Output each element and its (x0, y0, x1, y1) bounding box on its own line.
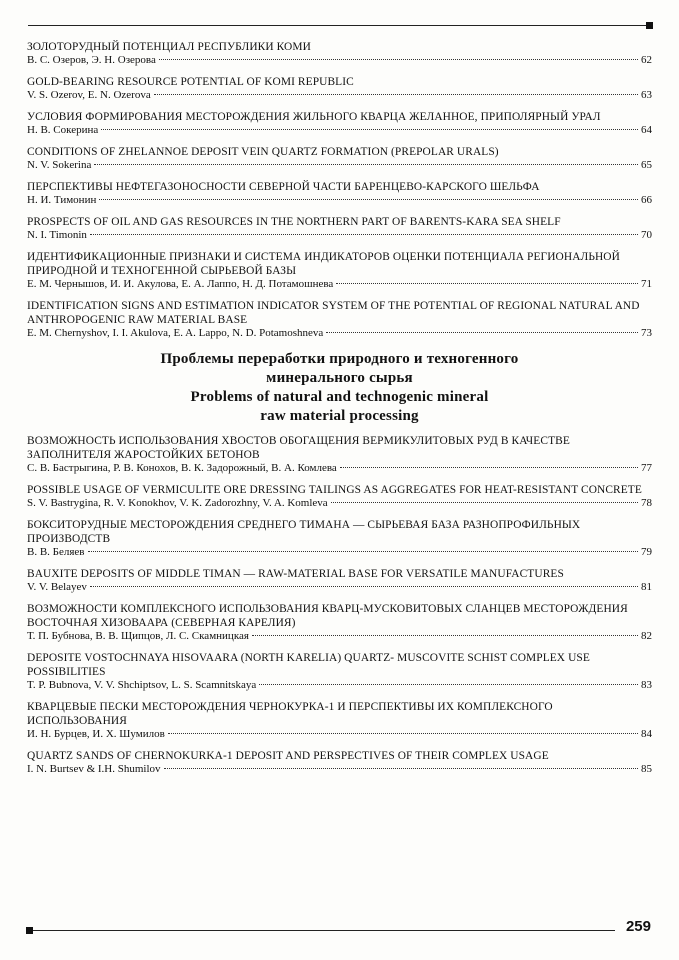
entry-title: CONDITIONS OF ZHELANNOE DEPOSIT VEIN QUARTZ FORMATION (PREPOLAR URALS) (27, 146, 499, 158)
section-heading (27, 350, 652, 426)
dot-leader (99, 199, 638, 200)
toc-entry (27, 651, 652, 692)
toc-entry (27, 749, 652, 776)
entry-authors: I. N. Burtsev & I.H. Shumilov (27, 763, 161, 775)
entry-author-line (27, 54, 652, 67)
entry-author-line (27, 679, 652, 692)
entry-title: ЗОЛОТОРУДНЫЙ ПОТЕНЦИАЛ РЕСПУБЛИКИ КОМИ (27, 41, 311, 53)
toc-entry (27, 250, 652, 291)
toc-entry (27, 215, 652, 242)
entry-page-number: 62 (641, 54, 652, 66)
entry-page-number: 81 (641, 581, 652, 593)
toc-entry (27, 700, 652, 741)
dot-leader (252, 635, 638, 636)
toc-entry (27, 434, 652, 475)
entry-author-line (27, 630, 652, 643)
entry-title: PROSPECTS OF OIL AND GAS RESOURCES IN THE NORTHERN PART OF BARENTS-KARA SEA SHELF (27, 216, 561, 228)
dot-leader (331, 502, 638, 503)
entry-authors: S. V. Bastrygina, R. V. Konokhov, V. K. Zadorozhny, V. A. Komleva (27, 497, 328, 509)
entry-title: DEPOSITE VOSTOCHNAYA HISOVAARA (NORTH KARELIA) QUARTZ- MUSCOVITE SCHIST COMPLEX USE POSSIBILITIES (27, 652, 590, 678)
dot-leader (340, 467, 638, 468)
entry-title: ИДЕНТИФИКАЦИОННЫЕ ПРИЗНАКИ И СИСТЕМА ИНДИКАТОРОВ ОЦЕНКИ ПОТЕНЦИАЛА РЕГИОНАЛЬНОЙ ПРИРОДНОЙ И ТЕХНОГЕННОЙ СЫРЬЕВОЙ БАЗЫ (27, 251, 620, 277)
toc-section-1 (27, 40, 652, 340)
entry-authors: В. В. Беляев (27, 546, 85, 558)
toc-section-2 (27, 434, 652, 776)
toc-entry (27, 483, 652, 510)
bottom-rule (28, 930, 615, 931)
entry-authors: Н. В. Сокерина (27, 124, 99, 136)
entry-page-number: 77 (641, 462, 652, 474)
entry-page-number: 84 (641, 728, 652, 740)
dot-leader (326, 332, 638, 333)
entry-title: IDENTIFICATION SIGNS AND ESTIMATION INDICATOR SYSTEM OF THE POTENTIAL OF REGIONAL NATURAL AND ANTHROPOGENIC RAW MATERIAL BASE (27, 300, 640, 326)
dot-leader (164, 768, 638, 769)
entry-author-line (27, 89, 652, 102)
dot-leader (90, 586, 638, 587)
toc-entry (27, 145, 652, 172)
dot-leader (159, 59, 638, 60)
dot-leader (336, 283, 638, 284)
entry-authors: Е. М. Чернышов, И. И. Акулова, Е. А. Лаппо, Н. Д. Потамошнева (27, 278, 334, 290)
entry-page-number: 71 (641, 278, 652, 290)
entry-authors: Т. П. Бубнова, В. В. Щипцов, Л. С. Скамницкая (27, 630, 249, 642)
entry-title: УСЛОВИЯ ФОРМИРОВАНИЯ МЕСТОРОЖДЕНИЯ ЖИЛЬНОГО КВАРЦА ЖЕЛАННОЕ, ПРИПОЛЯРНЫЙ УРАЛ (27, 111, 601, 123)
entry-authors: Н. И. Тимонин (27, 194, 97, 206)
toc-entry (27, 299, 652, 340)
section-heading-ru-line-1: Проблемы переработки природного и техногенного (160, 351, 519, 367)
entry-title: ВОЗМОЖНОСТЬ ИСПОЛЬЗОВАНИЯ ХВОСТОВ ОБОГАЩЕНИЯ ВЕРМИКУЛИТОВЫХ РУД В КАЧЕСТВЕ ЗАПОЛНИТЕЛЯ ЖАРОСТОЙКИХ БЕТОНОВ (27, 435, 570, 461)
entry-author-line (27, 194, 652, 207)
toc-entry (27, 518, 652, 559)
toc-entry (27, 75, 652, 102)
table-of-contents (27, 40, 652, 784)
entry-title: BAUXITE DEPOSITS OF MIDDLE TIMAN — RAW-MATERIAL BASE FOR VERSATILE MANUFACTURES (27, 568, 564, 580)
entry-authors: В. С. Озеров, Э. Н. Озерова (27, 54, 156, 66)
dot-leader (168, 733, 638, 734)
entry-page-number: 65 (641, 159, 652, 171)
entry-page-number: 70 (641, 229, 652, 241)
entry-page-number: 85 (641, 763, 652, 775)
entry-title: QUARTZ SANDS OF CHERNOKURKA-1 DEPOSIT AND PERSPECTIVES OF THEIR COMPLEX USAGE (27, 750, 549, 762)
toc-entry (27, 110, 652, 137)
entry-authors: V. S. Ozerov, E. N. Ozerova (27, 89, 151, 101)
entry-authors: V. V. Belayev (27, 581, 87, 593)
entry-author-line (27, 763, 652, 776)
entry-title: GOLD-BEARING RESOURCE POTENTIAL OF KOMI REPUBLIC (27, 76, 354, 88)
dot-leader (154, 94, 638, 95)
dot-leader (88, 551, 639, 552)
dot-leader (101, 129, 638, 130)
entry-page-number: 73 (641, 327, 652, 339)
entry-authors: E. M. Chernyshov, I. I. Akulova, E. A. Lappo, N. D. Potamoshneva (27, 327, 324, 339)
entry-authors: T. P. Bubnova, V. V. Shchiptsov, L. S. Scamnitskaya (27, 679, 257, 691)
entry-author-line (27, 229, 652, 242)
dot-leader (90, 234, 638, 235)
entry-authors: С. В. Бастрыгина, Р. В. Конохов, В. К. Задорожный, В. А. Комлева (27, 462, 337, 474)
entry-author-line (27, 124, 652, 137)
top-rule (28, 25, 649, 26)
entry-author-line (27, 462, 652, 475)
section-heading-en-line-1: Problems of natural and technogenic mineral (190, 389, 489, 405)
entry-author-line (27, 159, 652, 172)
entry-authors: N. V. Sokerina (27, 159, 92, 171)
entry-page-number: 63 (641, 89, 652, 101)
entry-author-line (27, 497, 652, 510)
entry-page-number: 82 (641, 630, 652, 642)
entry-author-line (27, 546, 652, 559)
entry-title: КВАРЦЕВЫЕ ПЕСКИ МЕСТОРОЖДЕНИЯ ЧЕРНОКУРКА-1 И ПЕРСПЕКТИВЫ ИХ КОМПЛЕКСНОГО ИСПОЛЬЗОВАНИЯ (27, 701, 553, 727)
toc-entry (27, 567, 652, 594)
entry-page-number: 66 (641, 194, 652, 206)
toc-entry (27, 602, 652, 643)
entry-title: ВОЗМОЖНОСТИ КОМПЛЕКСНОГО ИСПОЛЬЗОВАНИЯ КВАРЦ-МУСКОВИТОВЫХ СЛАНЦЕВ МЕСТОРОЖДЕНИЯ ВОСТОЧНАЯ ХИЗОВААРА (СЕВЕРНАЯ КАРЕЛИЯ) (27, 603, 628, 629)
entry-page-number: 83 (641, 679, 652, 691)
dot-leader (94, 164, 638, 165)
toc-entry (27, 180, 652, 207)
entry-title: БОКСИТОРУДНЫЕ МЕСТОРОЖДЕНИЯ СРЕДНЕГО ТИМАНА — СЫРЬЕВАЯ БАЗА РАЗНОПРОФИЛЬНЫХ ПРОИЗВОДСТВ (27, 519, 581, 545)
toc-entry (27, 40, 652, 67)
entry-author-line (27, 581, 652, 594)
entry-author-line (27, 728, 652, 741)
entry-author-line (27, 327, 652, 340)
section-heading-ru-line-2: минерального сырья (266, 370, 413, 386)
page-number: 259 (625, 918, 651, 935)
entry-author-line (27, 278, 652, 291)
entry-authors: N. I. Timonin (27, 229, 87, 241)
entry-page-number: 78 (641, 497, 652, 509)
entry-title: POSSIBLE USAGE OF VERMICULITE ORE DRESSING TAILINGS AS AGGREGATES FOR HEAT-RESISTANT CONCRETE (27, 484, 642, 496)
entry-page-number: 64 (641, 124, 652, 136)
entry-page-number: 79 (641, 546, 652, 558)
section-heading-en-line-2: raw material processing (260, 408, 419, 424)
dot-leader (259, 684, 638, 685)
entry-title: ПЕРСПЕКТИВЫ НЕФТЕГАЗОНОСНОСТИ СЕВЕРНОЙ ЧАСТИ БАРЕНЦЕВО-КАРСКОГО ШЕЛЬФА (27, 181, 540, 193)
entry-authors: И. Н. Бурцев, И. Х. Шумилов (27, 728, 165, 740)
